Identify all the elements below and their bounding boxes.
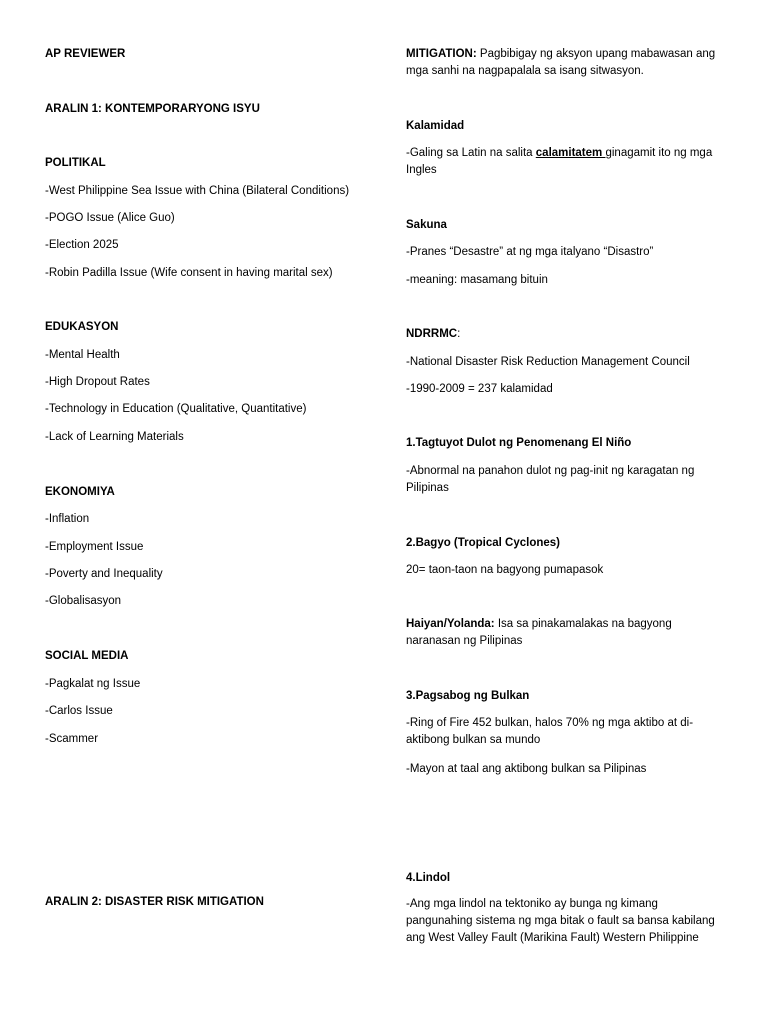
lindol-heading: 4.Lindol	[406, 872, 451, 884]
ndrrmc-line: -National Disaster Risk Reduction Management Council	[406, 356, 690, 368]
ndrrmc-line: -1990-2009 = 237 kalamidad	[406, 383, 553, 395]
bulkan-line: -Ring of Fire 452 bulkan, halos 70% ng mga aktibo at di-aktibong bulkan sa mundo	[406, 717, 694, 746]
bagyo-text: 20= taon-taon na bagyong pumapasok	[406, 564, 604, 576]
bulkan-heading: 3.Pagsabog ng Bulkan	[406, 690, 530, 702]
edukasyon-heading: EDUKASYON	[45, 321, 119, 333]
kalamidad-latin-word: calamitatem	[535, 147, 606, 159]
kalamidad-heading: Kalamidad	[406, 120, 465, 132]
list-item: -Carlos Issue	[45, 705, 113, 717]
tagtuyot-text: -Abnormal na panahon dulot ng pag-init ng karagatan ng Pilipinas	[406, 465, 695, 494]
document-title: AP REVIEWER	[45, 48, 126, 60]
social-media-heading: SOCIAL MEDIA	[45, 650, 129, 662]
list-item: -Robin Padilla Issue (Wife consent in having marital sex)	[45, 267, 333, 279]
list-item: -Globalisasyon	[45, 595, 122, 607]
kalamidad-pre: -Galing sa Latin na salita	[406, 147, 536, 159]
list-item: -Pagkalat ng Issue	[45, 678, 141, 690]
mitigation-label: MITIGATION:	[406, 48, 477, 60]
sakuna-heading: Sakuna	[406, 219, 447, 231]
list-item: -West Philippine Sea Issue with China (Bilateral Conditions)	[45, 185, 350, 197]
ekonomiya-heading: EKONOMIYA	[45, 486, 115, 498]
list-item: -Scammer	[45, 733, 99, 745]
mitigation-definition	[406, 46, 722, 80]
list-item: -Election 2025	[45, 239, 119, 251]
lindol-text: -Ang mga lindol na tektoniko ay bunga ng kimang pangunahing sistema ng mga bitak o fault sa bansa kabilang ang West Valley Fault (Marikina Fault) Western Philippine	[406, 898, 715, 944]
ndrrmc-colon: :	[457, 328, 461, 340]
list-item: -Inflation	[45, 513, 90, 525]
ndrrmc-heading-line	[406, 326, 460, 343]
list-item: -High Dropout Rates	[45, 376, 150, 388]
haiyan-label: Haiyan/Yolanda:	[406, 618, 495, 630]
list-item: -Employment Issue	[45, 541, 144, 553]
haiyan-definition	[406, 616, 722, 650]
ndrrmc-heading: NDRRMC	[406, 328, 458, 340]
list-item: -Mental Health	[45, 349, 120, 361]
kalamidad-definition	[406, 145, 722, 179]
aralin-1-heading: ARALIN 1: KONTEMPORARYONG ISYU	[45, 103, 260, 115]
aralin-2-heading: ARALIN 2: DISASTER RISK MITIGATION	[45, 896, 264, 908]
list-item: -Lack of Learning Materials	[45, 431, 184, 443]
sakuna-line: -meaning: masamang bituin	[406, 274, 548, 286]
mitigation-text: Pagbibigay ng aksyon upang mabawasan ang mga sanhi na nagpapalala sa isang sitwasyon.	[406, 48, 716, 77]
bulkan-line: -Mayon at taal ang aktibong bulkan sa Pilipinas	[406, 763, 647, 775]
tagtuyot-heading: 1.Tagtuyot Dulot ng Penomenang El Niño	[406, 437, 632, 449]
list-item: -Poverty and Inequality	[45, 568, 163, 580]
sakuna-line: -Pranes “Desastre” at ng mga italyano “Disastro”	[406, 246, 654, 258]
list-item: -Technology in Education (Qualitative, Quantitative)	[45, 403, 307, 415]
list-item: -POGO Issue (Alice Guo)	[45, 212, 175, 224]
politikal-heading: POLITIKAL	[45, 157, 106, 169]
bagyo-heading: 2.Bagyo (Tropical Cyclones)	[406, 537, 561, 549]
kalamidad-post: ginagamit ito ng mga Ingles	[406, 147, 713, 176]
haiyan-text: Isa sa pinakamalakas na bagyong naranasan ng Pilipinas	[406, 618, 672, 647]
